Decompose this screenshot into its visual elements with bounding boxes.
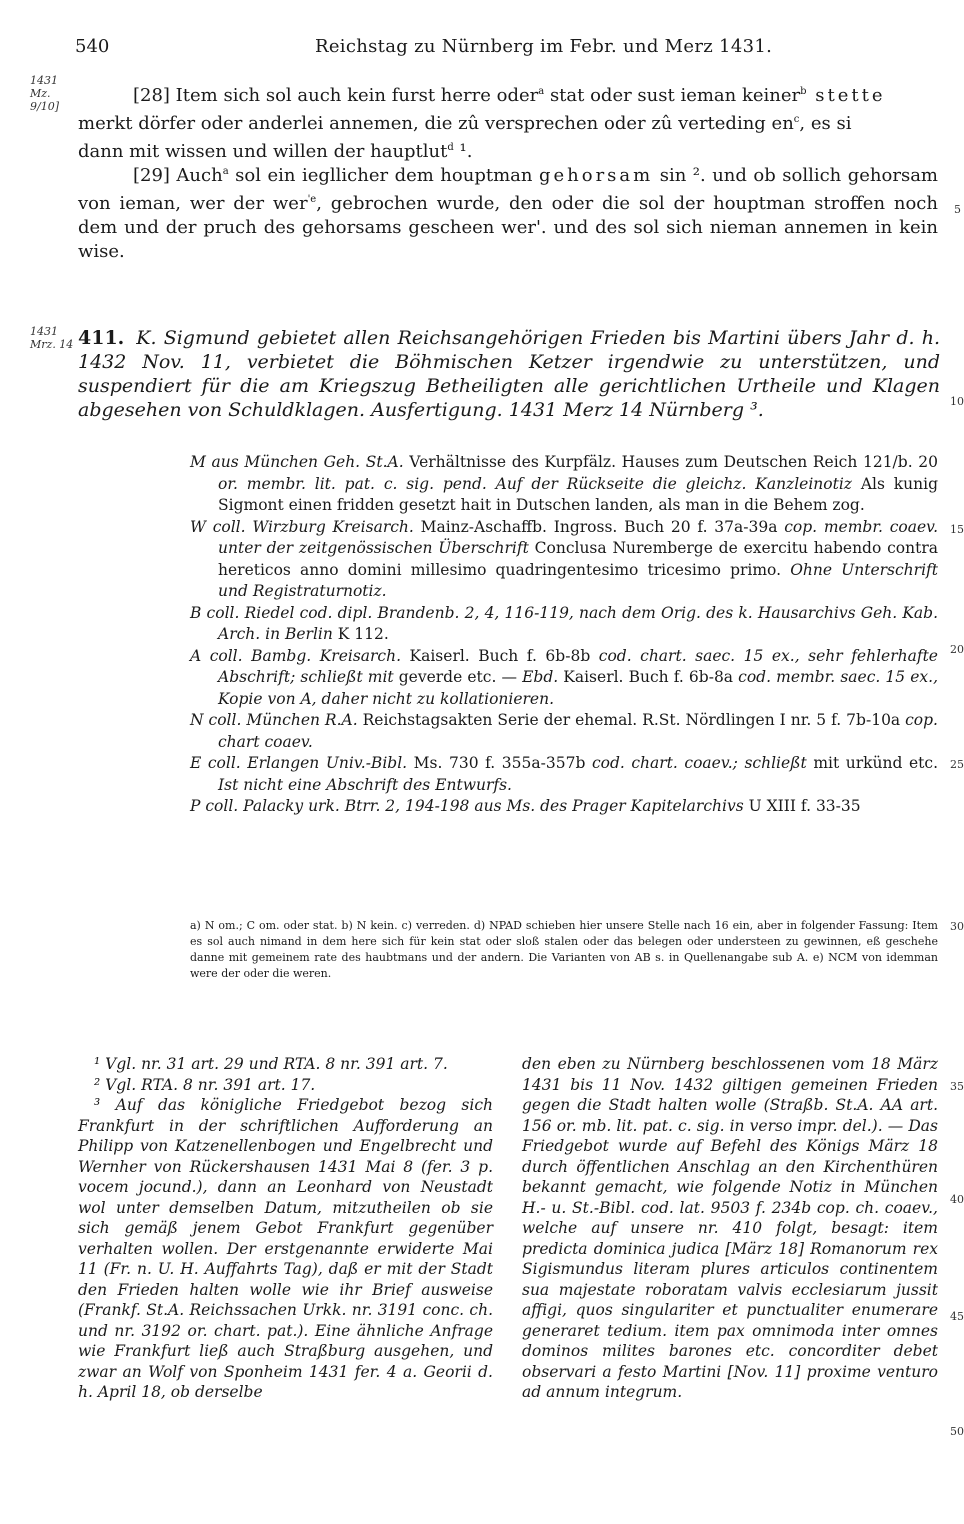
article-28-text: [28] Item sich sol auch kein furst herre oder bbox=[133, 85, 539, 106]
critical-apparatus: a) N om.; C om. oder stat. b) N kein. c) verreden. d) NPAD schieben hier unsere Stelle nach 16 ein, aber in folgender Fassung: Item es sol auch nimand in dem here sich für kein stat oder sloß stalen oder das belegen oder understeen zu gewinnen, eß geschehe danne mit gemeinem rate des haubtmans und der andern. Die Varianten von AB s. in Quellenangabe sub A. e) NCM von idemman were der oder die weren. bbox=[190, 919, 938, 980]
source-entry: M aus München Geh. St.A. Verhältnisse des Kurpfälz. Hauses zum Deutschen Reich 121/b. 20 or. membr. lit. pat. c. sig. pend. Auf der Rückseite die gleichz. Kanzleinotiz Als kunig Sigmont einen fridden gesetzt hait in Dutschen landen, als man in die Behem zog. bbox=[190, 453, 938, 514]
running-head: Reichstag zu Nürnberg im Febr. und Merz 1431. bbox=[315, 36, 773, 57]
footnotes-left-column bbox=[78, 1054, 493, 1403]
line-number: 35 bbox=[950, 1080, 964, 1093]
source-entry: A coll. Bambg. Kreisarch. Kaiserl. Buch f. 6b-8b cod. chart. saec. 15 ex., sehr fehlerhafte Abschrift; schließt mit geverde etc. — Ebd. Kaiserl. Buch f. 6b-8a cod. membr. saec. 15 ex., Kopie von A, daher nicht zu kollationieren. bbox=[190, 646, 938, 708]
footnote-ref: 'e bbox=[307, 194, 317, 205]
article-28-text: stat oder sust ieman keiner bbox=[544, 85, 801, 106]
source-entry: P coll. Palacky urk. Btrr. 2, 194-198 aus Ms. des Prager Kapitelarchivs U XIII f. 33-35 bbox=[190, 797, 861, 815]
source-list bbox=[190, 452, 938, 818]
footnote-2: ² Vgl. RTA. 8 nr. 391 art. 17. bbox=[94, 1075, 316, 1094]
article-29-text: [29] Auch bbox=[133, 165, 223, 186]
footnote-3: ³ Auf das königliche Friedgebot bezog sich Frankfurt in der schriftlichen Aufforderung an Philipp von Katzenellenbogen und Engelbrecht und Wernher von Rückershausen 1431 Mai 8 (fer. 3 p. vocem jocund.), dann an Leonhard von Neustadt wol unter demselben Datum, mitzutheilen ob sie sich gemäß jenem Gebot Frankfurt gegenüber verhalten wollen. Der erstgenannte erwiderte Mai 11 (Fr. n. U. H. Auffahrts Tag), daß er mit der Stadt den Frieden halten wolle wie ihr Brief ausweise (Frankf. St.A. Reichssachen Urkk. nr. 3191 conc. ch. und nr. 3192 or. chart. pat.). Eine ähnliche Anfrage wie Frankfurt ließ auch Straßburg ausgehen, und zwar an Wolf von Sponheim 1431 fer. 4 a. Georii d. h. April 18, ob derselbe bbox=[78, 1096, 493, 1401]
article-29-spaced: gehorsam bbox=[538, 165, 654, 186]
article-28-text: ¹. bbox=[453, 141, 473, 162]
line-number: 45 bbox=[950, 1310, 964, 1323]
line-number: 10 bbox=[950, 395, 964, 408]
line-number: 40 bbox=[950, 1193, 964, 1206]
footnotes-right-column bbox=[522, 1054, 938, 1403]
source-entry: W coll. Wirzburg Kreisarch. Mainz-Aschaffb. Ingross. Buch 20 f. 37a-39a cop. membr. coaev. unter der zeitgenössischen Überschrift Conclusa Nuremberge de exercitu habendo contra hereticos anno domini millesimo quadringentesimo tricesimo primo. Ohne Unterschrift und Registraturnotiz. bbox=[190, 517, 938, 600]
line-number: 50 bbox=[950, 1425, 964, 1438]
article-28-text: merkt dörfer oder anderlei annemen, die zû versprechen oder zû verteding en bbox=[78, 113, 794, 134]
line-number: 25 bbox=[950, 758, 964, 771]
article-29-text: sol ein iegllicher dem houptman bbox=[228, 165, 539, 186]
source-entry: B coll. Riedel cod. dipl. Brandenb. 2, 4, 116-119, nach dem Orig. des k. Hausarchivs Geh. Kab. Arch. in Berlin K 112. bbox=[190, 603, 938, 643]
document-number: 411. bbox=[78, 327, 125, 349]
footnote-3-continued: den eben zu Nürnberg beschlossenen vom 18 März 1431 bis 11 Nov. 1432 giltigen gemeinen Frieden gegen die Stadt halten wolle (Straßb. St.A. AA art. 156 or. mb. lit. pat. c. sig. in verso impr. del.). — Das Friedgebot wurde auf Befehl des Königs März 18 durch öffentlichen Anschlag an den Kirchenthüren bekannt gemacht, wie folgende Notiz in München H.- u. St.-Bibl. cod. lat. 9503 f. 234b cop. ch. coaev., welche auf unsere nr. 410 folgt, besagt: item predicta dominica judica [März 18] Romanorum rex Sigismundus literam plures articulos continentem sua majestate roboratam valvis ecclesiarum jussit affigi, quos singulariter et punctualiter enumerare generaret tedium. item pax omnimoda inter omnes dominos milites barones etc. concorditer debet observari a festo Martini [Nov. 11] proxime venturo ad annum integrum. bbox=[522, 1055, 938, 1401]
article-29-text: sin ². und ob sollich gehorsam von ieman, wer der wer bbox=[78, 165, 938, 214]
margin-date-top: 1431 Mz. 9/10] bbox=[30, 74, 59, 113]
article-28-text: , es si bbox=[799, 113, 852, 134]
footnote-ref: a bbox=[538, 86, 545, 97]
line-number: 15 bbox=[950, 523, 964, 536]
line-number: 5 bbox=[954, 203, 961, 216]
article-29 bbox=[78, 160, 938, 264]
footnote-1: ¹ Vgl. nr. 31 art. 29 und RTA. 8 nr. 391 art. 7. bbox=[94, 1055, 448, 1073]
article-28 bbox=[78, 80, 938, 164]
line-number: 30 bbox=[950, 920, 964, 933]
article-28-text: dann mit wissen und willen der hauptlut bbox=[78, 141, 448, 162]
footnote-ref: a bbox=[222, 166, 229, 177]
source-entry: E coll. Erlangen Univ.-Bibl. Ms. 730 f. 355a-357b cod. chart. coaev.; schließt mit urkünd etc. Ist nicht eine Abschrift des Entwurfs. bbox=[190, 754, 939, 794]
page-number: 540 bbox=[75, 36, 110, 57]
source-entry: N coll. München R.A. Reichstagsakten Serie der ehemal. R.St. Nördlingen I nr. 5 f. 7b-10a cop. chart coaev. bbox=[190, 711, 938, 751]
footnote-ref: c bbox=[793, 114, 800, 125]
line-number: 20 bbox=[950, 643, 964, 656]
regest-text: K. Sigmund gebietet allen Reichsangehörigen Frieden bis Martini übers Jahr d. h. 1432 Nov. 11, verbietet die Böhmischen Ketzer irgendwie zu unterstützen, und suspendiert für die am Kriegszug Betheiligten alle gerichtlichen Urtheile und Klagen abgesehen von Schuldklagen. Ausfertigung. 1431 Merz 14 Nürnberg ³. bbox=[78, 327, 940, 421]
article-29-text: , gebrochen wurde, den oder die sol der houptman stroffen noch dem und der pruch des gehorsams gescheen wer'. und des sol sich nieman annemen in kein wise. bbox=[78, 193, 938, 262]
footnote-ref: d bbox=[447, 142, 454, 153]
article-28-text: stette bbox=[806, 85, 886, 106]
footnote-ref: b bbox=[800, 86, 807, 97]
regest-411 bbox=[78, 326, 940, 422]
margin-date-411: 1431 Mrz. 14 bbox=[30, 325, 74, 351]
